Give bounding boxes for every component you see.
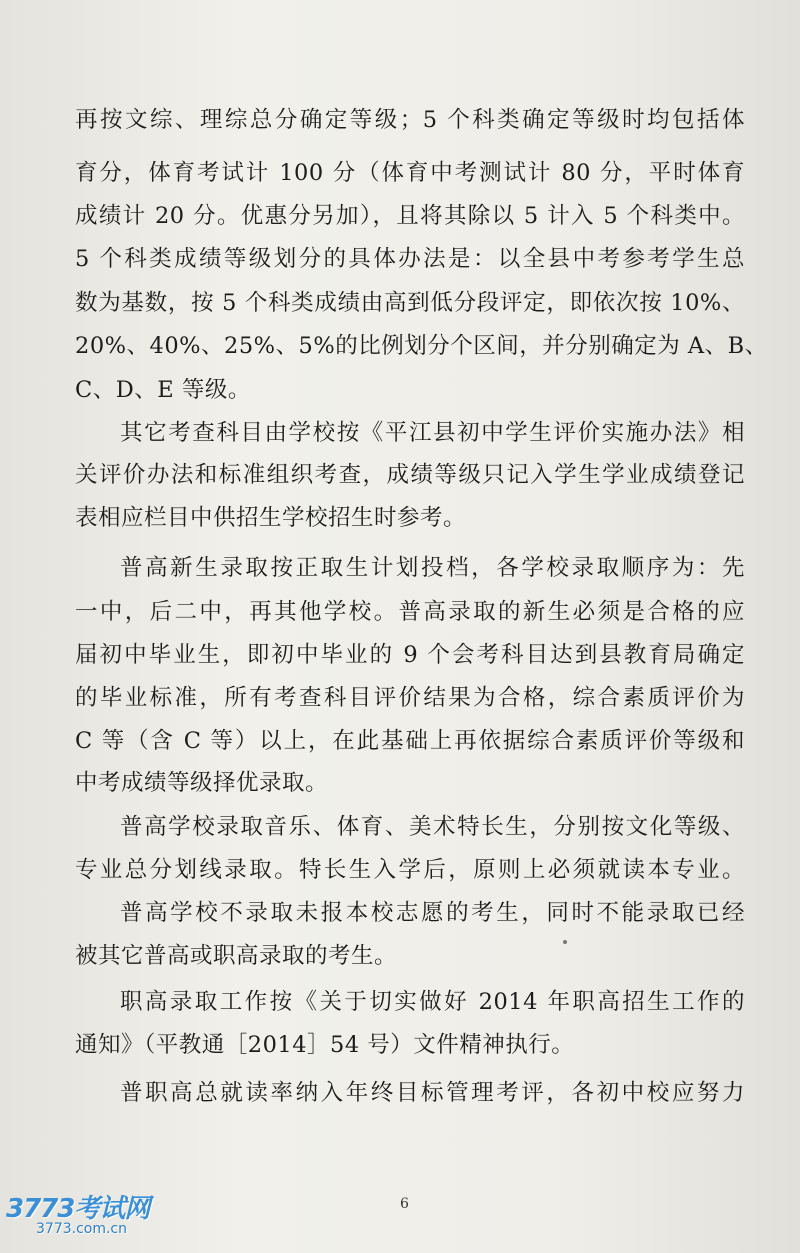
watermark-main-text: 3773考试网 (6, 1194, 150, 1224)
text-line: 一中，后二中，再其他学校。普高录取的新生必须是合格的应 (75, 599, 745, 625)
text-line: 的毕业标准，所有考查科目评价结果为合格，综合素质评价为 (75, 685, 745, 711)
paragraph-first-line: 普高新生录取按正取生计划投档，各学校录取顺序为：先 (120, 555, 745, 581)
paragraph-first-line: 职高录取工作按《关于切实做好 2014 年职高招生工作的 (120, 989, 745, 1015)
text-line: 5 个科类成绩等级划分的具体办法是：以全县中考参考学生总 (75, 246, 745, 272)
text-line: 20%、40%、25%、5%的比例划分个区间，并分别确定为 A、B、 (75, 333, 768, 359)
paragraph-first-line: 普高学校录取音乐、体育、美术特长生，分别按文化等级、 (120, 814, 745, 840)
paragraph-first-line: 普职高总就读率纳入年终目标管理考评，各初中校应努力 (120, 1080, 745, 1106)
text-line: 中考成绩等级择优录取。 (75, 770, 329, 796)
paragraph-first-line: 普高学校不录取未报本校志愿的考生，同时不能录取已经 (120, 900, 745, 926)
text-line: 关评价办法和标准组织考查，成绩等级只记入学生学业成绩登记 (75, 462, 745, 488)
text-line: 届初中毕业生，即初中毕业的 9 个会考科目达到县教育局确定 (75, 642, 745, 668)
site-watermark-logo (6, 1188, 149, 1237)
paragraph-first-line: 其它考查科目由学校按《平江县初中学生评价实施办法》相 (120, 420, 745, 446)
text-line: 再按文综、理综总分确定等级；5 个科类确定等级时均包括体 (75, 107, 745, 133)
text-line: 被其它普高或职高录取的考生。 (75, 943, 398, 969)
watermark-url-text: 3773.com.cn (36, 1221, 127, 1237)
page-number: 6 (400, 1196, 409, 1212)
text-line: C 等（含 C 等）以上，在此基础上再依据综合素质评价等级和 (75, 728, 745, 754)
text-line: 专业总分划线录取。特长生入学后，原则上必须就读本专业。 (75, 857, 745, 883)
text-line: C、D、E 等级。 (75, 377, 251, 403)
paper-speck (563, 940, 567, 944)
text-line: 数为基数，按 5 个科类成绩由高到低分段评定，即依次按 10%、 (75, 290, 745, 316)
text-line: 表相应栏目中供招生学校招生时参考。 (75, 505, 467, 531)
text-line: 育分，体育考试计 100 分（体育中考测试计 80 分，平时体育 (75, 160, 745, 186)
text-line: 通知》（平教通［2014］54 号）文件精神执行。 (75, 1032, 575, 1058)
text-line: 成绩计 20 分。优惠分另加），且将其除以 5 计入 5 个科类中。 (75, 203, 745, 229)
